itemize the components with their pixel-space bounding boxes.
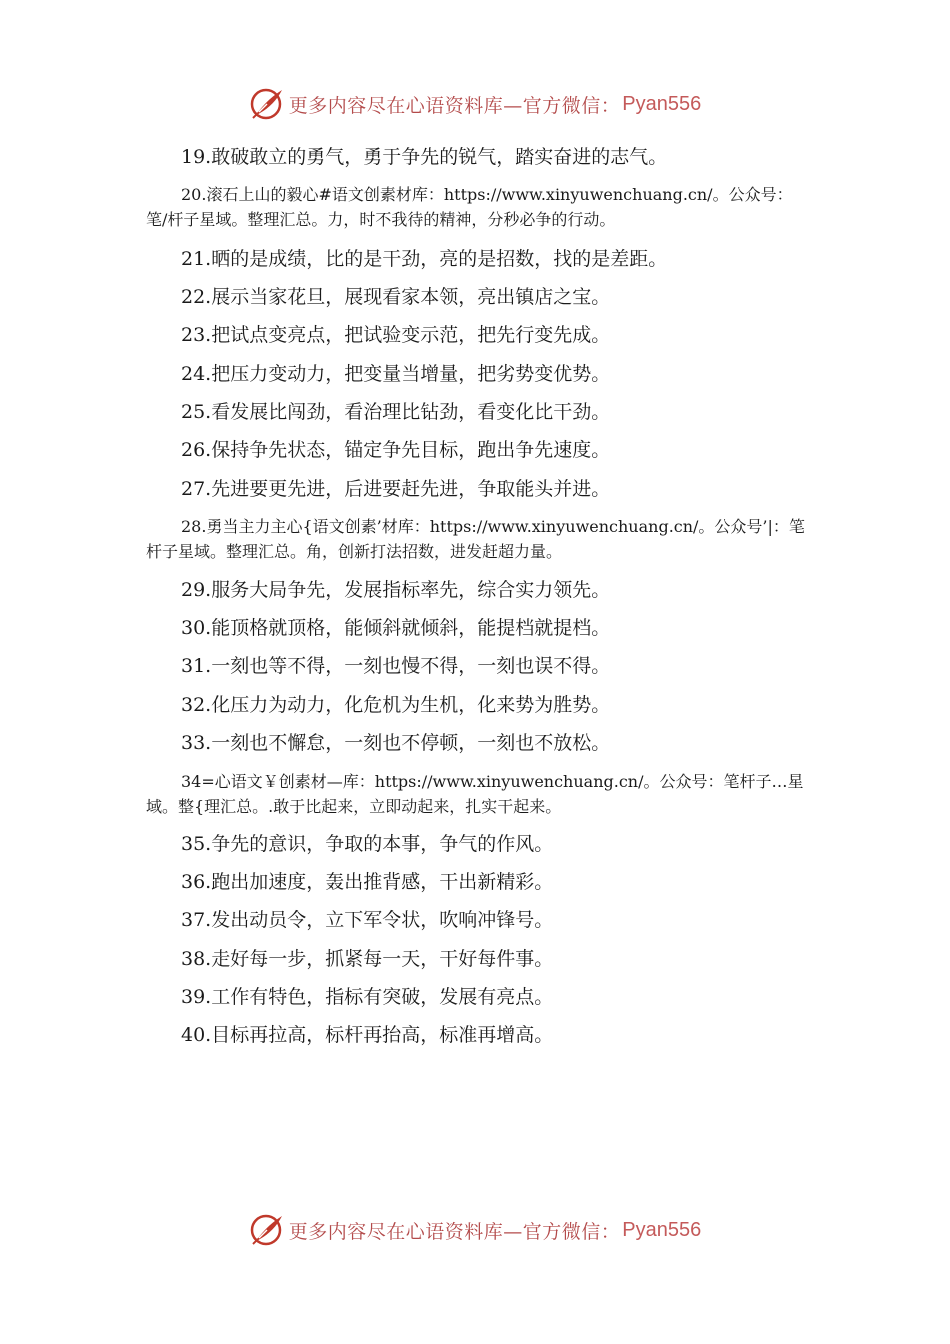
list-item: 39.工作有特色，指标有突破，发展有亮点。 [181, 986, 554, 1008]
list-item: 28.勇当主力主心{语文创素’材库：https://www.xinyuwenchuang.cn/。公众号’|：笔杆子星域。整理汇总。角，创新打法招数，进发赶超力量。 [146, 517, 805, 561]
list-item: 38.走好每一步，抓紧每一天，干好每件事。 [181, 948, 554, 970]
list-item: 34=心语文￥创素材—库：https://www.xinyuwenchuang.cn/。公众号：笔杆子…星域。整{理汇总。.敢于比起来，立即动起来，扎实干起来。 [146, 772, 804, 816]
quill-logo-icon [249, 86, 285, 122]
list-item: 36.跑出加速度，轰出推背感，干出新精彩。 [181, 871, 554, 893]
list-item: 31.一刻也等不得，一刻也慢不得，一刻也误不得。 [181, 655, 611, 677]
list-item: 40.目标再拉高，标杆再抬高，标准再增高。 [181, 1024, 554, 1046]
list-item: 20.滚石上山的毅心#语文创素材库：https://www.xinyuwenchuang.cn/。公众号：笔/杆子星域。整理汇总。力，时不我待的精神，分秒必争的行动。 [146, 185, 793, 229]
quill-logo-icon [249, 1212, 285, 1248]
list-item: 33.一刻也不懈怠，一刻也不停顿，一刻也不放松。 [181, 732, 611, 754]
list-item: 23.把试点变亮点，把试验变示范，把先行变先成。 [181, 324, 611, 346]
list-item: 37.发出动员令，立下军令状，吹响冲锋号。 [181, 909, 554, 931]
list-item: 32.化压力为动力，化危机为生机，化来势为胜势。 [181, 694, 611, 716]
list-item: 24.把压力变动力，把变量当增量，把劣势变优势。 [181, 363, 611, 385]
header-banner [0, 82, 950, 126]
list-item: 25.看发展比闯劲，看治理比钻劲，看变化比干劲。 [181, 401, 611, 423]
list-item: 19.敢破敢立的勇气，勇于争先的锐气，踏实奋进的志气。 [181, 146, 668, 168]
list-item: 29.服务大局争先，发展指标率先，综合实力领先。 [181, 579, 611, 601]
list-item: 27.先进要更先进，后进要赶先进，争取能头并进。 [181, 478, 611, 500]
list-item: 22.展示当家花旦，展现看家本领，亮出镇店之宝。 [181, 286, 611, 308]
banner-contact: Pyan556 [622, 92, 702, 115]
list-item: 35.争先的意识，争取的本事，争气的作风。 [181, 833, 554, 855]
list-item: 26.保持争先状态，锚定争先目标，跑出争先速度。 [181, 439, 611, 461]
list-item: 21.晒的是成绩，比的是干劲，亮的是招数，找的是差距。 [181, 248, 668, 270]
footer-banner [0, 1208, 950, 1252]
banner-text: 更多内容尽在心语资料库—官方微信： [288, 94, 621, 117]
list-item: 30.能顶格就顶格，能倾斜就倾斜，能提档就提档。 [181, 617, 611, 639]
banner-contact: Pyan556 [622, 1218, 702, 1241]
banner-text: 更多内容尽在心语资料库—官方微信： [288, 1220, 621, 1243]
